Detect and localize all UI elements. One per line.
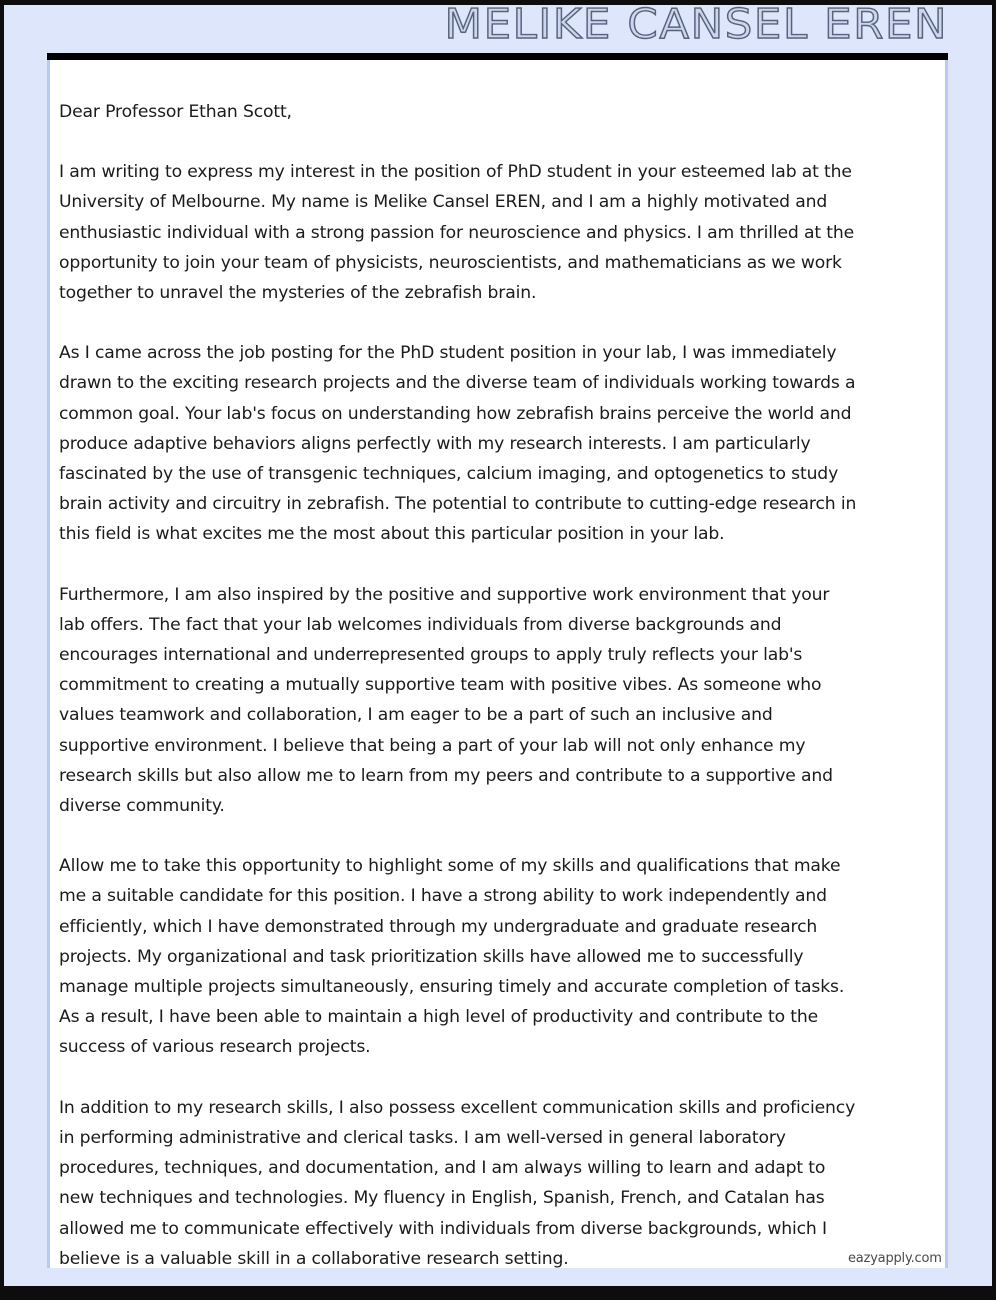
document-canvas (4, 5, 992, 1291)
watermark-label: eazyapply.com (848, 1251, 942, 1266)
page-right-edge (945, 60, 948, 1268)
letter-paragraph: Furthermore, I am also inspired by the positive and supportive work environment that your lab offers. The fact that your lab welcomes individuals from diverse backgrounds and encourages international and underrepresented groups to apply truly reflects your lab's commitment to creating a mutually supportive team with positive vibes. As someone who values teamwork and collaboration, I am eager to be a part of such an inclusive and supportive environment. I believe that being a part of your lab will not only enhance my research skills but also allow me to learn from my peers and contribute to a supportive and diverse community. (59, 584, 833, 817)
letter-paragraph: Allow me to take this opportunity to highlight some of my skills and qualifications that make me a suitable candidate for this position. I have a strong ability to work independently and efficiently, which I have demonstrated through my undergraduate and graduate research projects. My organizational and task prioritization skills have allowed me to successfully manage multiple projects simultaneously, ensuring timely and accurate completion of tasks. As a result, I have been able to maintain a high level of productivity and contribute to the success of various research projects. (59, 856, 845, 1058)
header-band (4, 5, 992, 53)
cover-letter-body (59, 97, 859, 1274)
letter-paragraph: As I came across the job posting for the PhD student position in your lab, I was immediately drawn to the exciting research projects and the diverse team of individuals working towards a common goal. Your lab's focus on understanding how zebrafish brains perceive the world and produce adaptive behaviors aligns perfectly with my research interests. I am particularly fascinated by the use of transgenic techniques, calcium imaging, and optogenetics to study brain activity and circuitry in zebrafish. The potential to contribute to cutting-edge research in this field is what excites me the most about this particular position in your lab. (59, 343, 857, 545)
applicant-name-heading: MELIKE CANSEL EREN (444, 5, 948, 48)
letter-salutation: Dear Professor Ethan Scott, (59, 102, 292, 122)
letter-paragraph: I am writing to express my interest in the position of PhD student in your esteemed lab at the University of Melbourne. My name is Melike Cansel EREN, and I am a highly motivated and enthusiastic individual with a strong passion for neuroscience and physics. I am thrilled at the opportunity to join your team of physicists, neuroscientists, and mathematicians as we work together to unravel the mysteries of the zebrafish brain. (59, 162, 855, 304)
letter-paragraph: In addition to my research skills, I also possess excellent communication skills and proficiency in performing administrative and clerical tasks. I am well-versed in general laboratory procedures, techniques, and documentation, and I am always willing to learn and adapt to new techniques and technologies. My fluency in English, Spanish, French, and Catalan has allowed me to communicate effectively with individuals from diverse backgrounds, which I believe is a valuable skill in a collaborative research setting. (59, 1097, 856, 1269)
bottom-frame-bar (0, 1286, 996, 1300)
page-top-rule (47, 53, 948, 60)
